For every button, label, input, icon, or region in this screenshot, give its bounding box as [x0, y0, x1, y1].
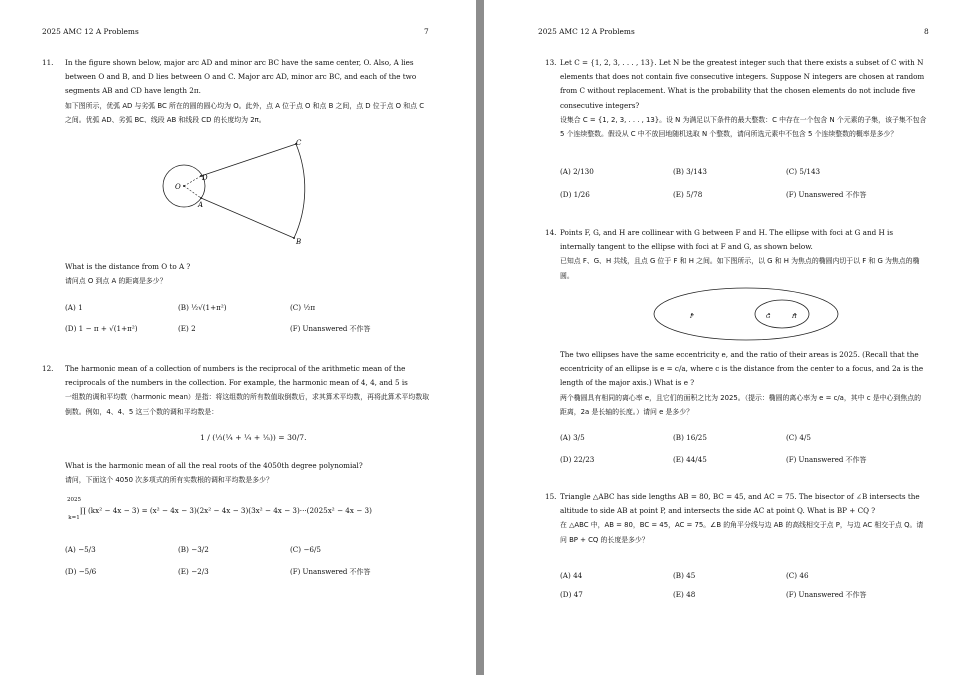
- label-o: O: [175, 183, 181, 191]
- option-a[interactable]: (A) 3/5: [560, 433, 585, 442]
- question-13: [545, 56, 927, 141]
- label-c: C: [296, 139, 302, 147]
- harmonic-example: 1 / (⅓(¼ + ¼ + ⅕)) = 30/7.: [200, 433, 307, 442]
- option-e[interactable]: (E) 48: [673, 590, 696, 599]
- question-text-zh: 在 △ABC 中，AB = 80，BC = 45，AC = 75。∠B 的角平分线与边 AB 的高线相交于点 P，与边 AC 相交于点 Q。请问 BP + CQ 的长度是多少？: [560, 521, 924, 544]
- option-b[interactable]: (B) 16/25: [673, 433, 707, 442]
- page-number: 8: [924, 27, 929, 36]
- question-number: 15.: [545, 492, 557, 501]
- option-c[interactable]: (C) −6/5: [290, 545, 321, 554]
- option-e[interactable]: (E) 5/78: [673, 190, 703, 199]
- label-a: A: [198, 201, 204, 209]
- option-e[interactable]: (E) −2/3: [178, 567, 209, 576]
- question-text-en: The harmonic mean of a collection of numbers is the reciprocal of the arithmetic mean of the reciprocals of the numbers in the collection. For example, the harmonic mean of 4, 4, and 5 is: [65, 364, 408, 388]
- option-d[interactable]: (D) −5/6: [65, 567, 97, 576]
- point-b: [293, 237, 295, 239]
- option-b[interactable]: (B) −3/2: [178, 545, 209, 554]
- polynomial: ∏ (kx² − 4x − 3) = (x² − 4x − 3)(2x² − 4x − 3)(3x² − 4x − 3)···(2025x² − 4x − 3): [80, 506, 372, 515]
- ellipse-figure: [652, 286, 842, 344]
- question-number: 14.: [545, 228, 557, 237]
- question-prompt-en: What is the distance from O to A ?: [65, 262, 191, 271]
- option-a[interactable]: (A) 44: [560, 571, 583, 580]
- label-g: G: [766, 314, 771, 320]
- point-a: [200, 197, 202, 199]
- option-f[interactable]: (F) Unanswered 不作答: [786, 591, 867, 599]
- option-c[interactable]: (C) ½π: [290, 303, 316, 312]
- page-header: 2025 AMC 12 A Problems: [42, 27, 139, 36]
- question-text-zh: 一组数的调和平均数（harmonic mean）是指：将这组数的所有数值取倒数后，求其算术平均数，再将此算术平均数取倒数。例如，4、4、5 这三个数的调和平均数是：: [65, 393, 430, 416]
- label-f: F: [690, 314, 694, 320]
- page-8: [484, 0, 969, 675]
- option-d[interactable]: (D) 22/23: [560, 455, 595, 464]
- option-b[interactable]: (B) 45: [673, 571, 696, 580]
- product-lower-limit: k=1: [68, 515, 80, 521]
- question-prompt-zh: 请问，下面这个 4050 次多项式的所有实数根的调和平均数是多少？: [65, 476, 273, 485]
- question-14: [545, 226, 927, 283]
- option-f[interactable]: (F) Unanswered 不作答: [786, 191, 867, 199]
- question-text-en-2: The two ellipses have the same eccentricity e, and the ratio of their areas is 2025. (Recall that the eccentricity of an ellipse is e = c/a, where c is the distance from the center to a focus, and 2a is the length of the major axis.) What is e ?: [560, 350, 924, 388]
- question-text-en: Triangle △ABC has side lengths AB = 80, BC = 45, and AC = 75. The bisector of ∠B intersects the altitude to side AB at point P, and intersects the side AC at point Q. What is BP + CQ ?: [560, 492, 920, 516]
- option-c[interactable]: (C) 46: [786, 571, 809, 580]
- question-prompt-en: What is the harmonic mean of all the real roots of the 4050th degree polynomial?: [65, 461, 363, 470]
- question-12-prompt: [65, 459, 435, 487]
- question-14-part-2: [560, 348, 927, 419]
- product-upper-limit: 2025: [67, 497, 81, 503]
- question-15: [545, 490, 927, 547]
- option-b[interactable]: (B) ½√(1+π²): [178, 303, 227, 312]
- question-11: [42, 56, 432, 127]
- option-d[interactable]: (D) 1 − π + √(1+π²): [65, 324, 138, 333]
- option-a[interactable]: (A) 2/130: [560, 167, 594, 176]
- question-text-en: Let C = {1, 2, 3, . . . , 13}. Let N be the greatest integer such that there exists a subset of C with N elements that does not contain five consecutive integers. Suppose N integers are chosen at random from C without replacement. What is the probability that the chosen elements do not include five consecutive integers?: [560, 58, 925, 110]
- label-b: B: [296, 238, 302, 246]
- option-c[interactable]: (C) 5/143: [786, 167, 821, 176]
- option-a[interactable]: (A) 1: [65, 303, 83, 312]
- inner-ellipse: [755, 300, 809, 328]
- segment-ab: [201, 198, 294, 238]
- question-prompt-zh: 请问点 O 到点 A 的距离是多少？: [65, 277, 167, 286]
- question-text-en: In the figure shown below, major arc AD and minor arc BC have the same center, O. Also, A lies between O and B, and D lies between O and C. Major arc AD, minor arc BC, and each of the two segments AB and CD have length 2π.: [65, 58, 417, 96]
- option-c[interactable]: (C) 4/5: [786, 433, 811, 442]
- label-h: H: [792, 314, 797, 320]
- option-f[interactable]: (F) Unanswered 不作答: [290, 568, 371, 576]
- question-text-zh: 已知点 F、G、H 共线，且点 G 位于 F 和 H 之间。如下图所示，以 G 和 H 为焦点的椭圆内切于以 F 和 G 为焦点的椭圆。: [560, 257, 920, 280]
- page-number: 7: [424, 27, 429, 36]
- question-text-zh-2: 两个椭圆具有相同的离心率 e，且它们的面积之比为 2025。（提示：椭圆的离心率为 e = c/a，其中 c 是中心到焦点的距离，2a 是长轴的长度。）请问 e 是多少？: [560, 393, 921, 416]
- arc-figure: [160, 136, 310, 246]
- point-o: [183, 185, 185, 187]
- question-11-prompt: [65, 260, 435, 288]
- page-header: 2025 AMC 12 A Problems: [538, 27, 635, 36]
- option-f[interactable]: (F) Unanswered 不作答: [786, 456, 867, 464]
- question-text-zh: 设集合 C = {1, 2, 3, . . . , 13}。设 N 为满足以下条件的最大整数：C 中存在一个包含 N 个元素的子集，该子集不包含 5 个连续整数。假设从 C 中不放回地随机选取 N 个整数，请问所选元素中不包含 5 个连续整数的概率是多少？: [560, 115, 927, 139]
- option-b[interactable]: (B) 3/143: [673, 167, 707, 176]
- option-d[interactable]: (D) 1/26: [560, 190, 590, 199]
- option-d[interactable]: (D) 47: [560, 590, 583, 599]
- minor-arc-bc: [294, 144, 305, 238]
- question-text-en: Points F, G, and H are collinear with G between F and H. The ellipse with foci at G and H is internally tangent to the ellipse with foci at F and G, as shown below.: [560, 228, 894, 252]
- question-12: [42, 362, 432, 419]
- question-number: 11.: [42, 58, 54, 67]
- option-e[interactable]: (E) 44/45: [673, 455, 707, 464]
- option-a[interactable]: (A) −5/3: [65, 545, 96, 554]
- radius-oa: [184, 186, 201, 198]
- outer-ellipse: [654, 288, 838, 340]
- radius-od: [184, 176, 201, 186]
- question-number: 12.: [42, 364, 54, 373]
- question-number: 13.: [545, 58, 557, 67]
- segment-cd: [201, 144, 296, 176]
- option-f[interactable]: (F) Unanswered 不作答: [290, 325, 371, 333]
- label-d: D: [202, 174, 208, 182]
- question-text-zh: 如下图所示，优弧 AD 与劣弧 BC 所在的圆的圆心均为 O。此外，点 A 位于点 O 和点 B 之间，点 D 位于点 O 和点 C 之间。优弧 AD、劣弧 BC、线段 AB 和线段 CD 的长度均为 2π。: [65, 101, 425, 124]
- page-7: [0, 0, 476, 675]
- option-e[interactable]: (E) 2: [178, 324, 196, 333]
